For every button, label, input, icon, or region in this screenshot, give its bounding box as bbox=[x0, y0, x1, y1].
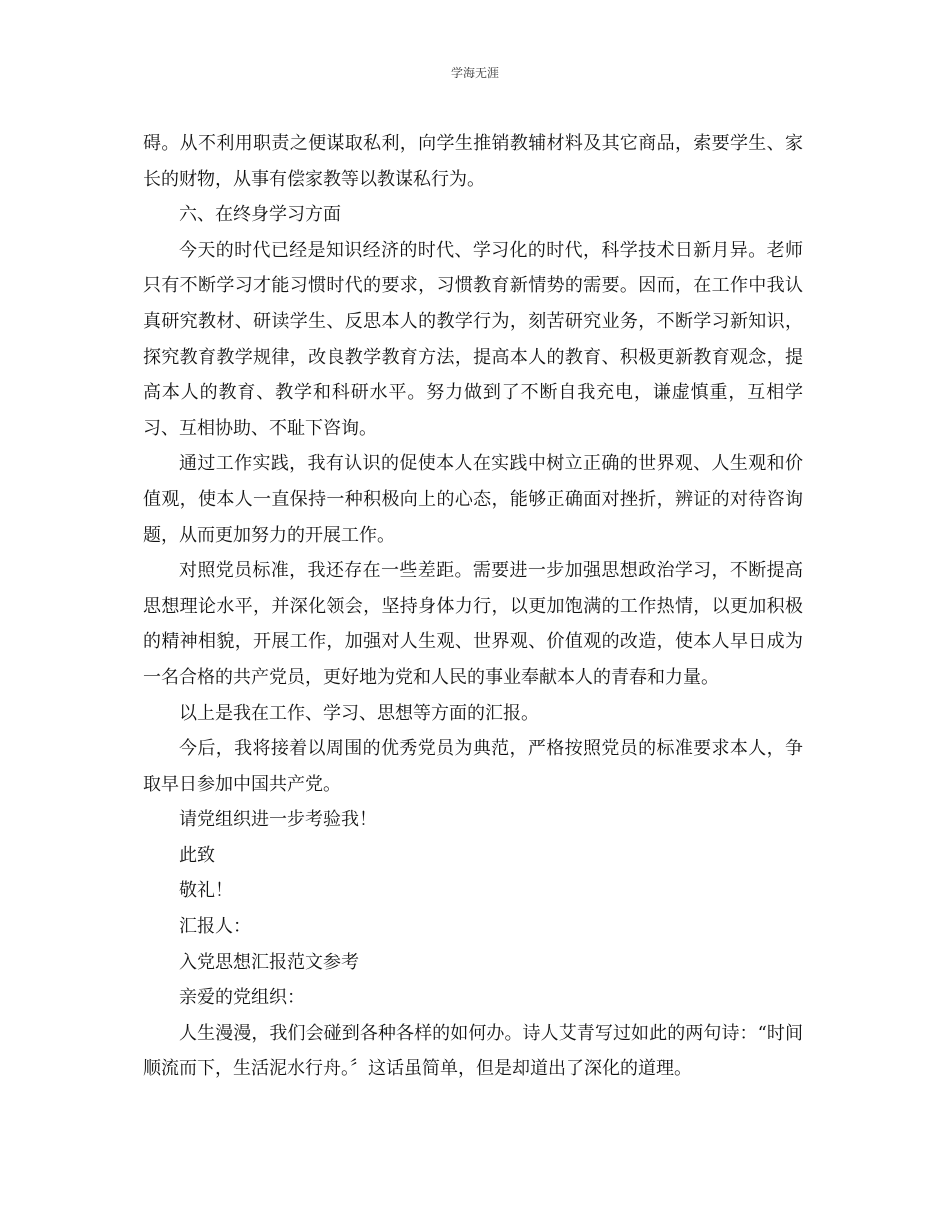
paragraph-practice: 通过工作实践，我有认识的促使本人在实践中树立正确的世界观、人生观和价值观，使本人一直保持一种积极向上的心态，能够正确面对挫折，辨证的对待咨询题，从而更加努力的开展工作。 bbox=[143, 453, 803, 546]
paragraph-request: 请党组织进一步考验我！ bbox=[179, 809, 377, 831]
paragraph-life: 人生漫漫，我们会碰到各种各样的如何办。诗人艾青写过如此的两句诗：“时间顺流而下，生活泥水行舟。〞这话虽简单，但是却道出了深化的道理。 bbox=[143, 1022, 803, 1080]
paragraph-future: 今后，我将接着以周围的优秀党员为典范，严格按照党员的标准要求本人，争取早日参加中国共产党。 bbox=[143, 738, 803, 795]
paragraph-standards: 对照党员标准，我还存在一些差距。需要进一步加强思想政治学习，不断提高思想理论水平，并深化领会，坚持身体力行，以更加饱满的工作热情，以更加积极的精神相貌，开展工作，加强对人生观、世界观、价值观的改造，使本人早日成为一名合格的共产党员，更好地为党和人民的事业奉献本人的青春和力量。 bbox=[143, 560, 803, 688]
paragraph-learning: 今天的时代已经是知识经济的时代、学习化的时代，科学技术日新月异。老师只有不断学习才能习惯时代的要求，习惯教育新情势的需要。因而，在工作中我认真研究教材、研读学生、反思本人的教学行为，刻苦研究业务，不断学习新知识，探究教育教学规律，改良教学教育方法，提高本人的教育、积极更新教育观念，提高本人的教育、教学和科研水平。努力做到了不断自我充电，谦虚慎重，互相学习、互相协助、不耻下咨询。 bbox=[143, 239, 803, 439]
paragraph-ethics-continued: 碍。从不利用职责之便谋取私利，向学生推销教辅材料及其它商品，索要学生、家长的财物，从事有偿家教等以教谋私行为。 bbox=[143, 133, 803, 190]
document-body bbox=[143, 126, 803, 1087]
page-header: 学海无涯 bbox=[450, 66, 499, 80]
section-title-sample: 入党思想汇报范文参考 bbox=[179, 951, 359, 973]
greeting: 亲爱的党组织： bbox=[179, 987, 305, 1009]
section-heading-lifelong-learning: 六、在终身学习方面 bbox=[179, 204, 341, 226]
closing-regards: 敬礼！ bbox=[179, 880, 233, 902]
paragraph-summary: 以上是我在工作、学习、思想等方面的汇报。 bbox=[179, 702, 539, 724]
reporter-label: 汇报人： bbox=[179, 916, 251, 938]
closing-salutation: 此致 bbox=[179, 844, 215, 866]
